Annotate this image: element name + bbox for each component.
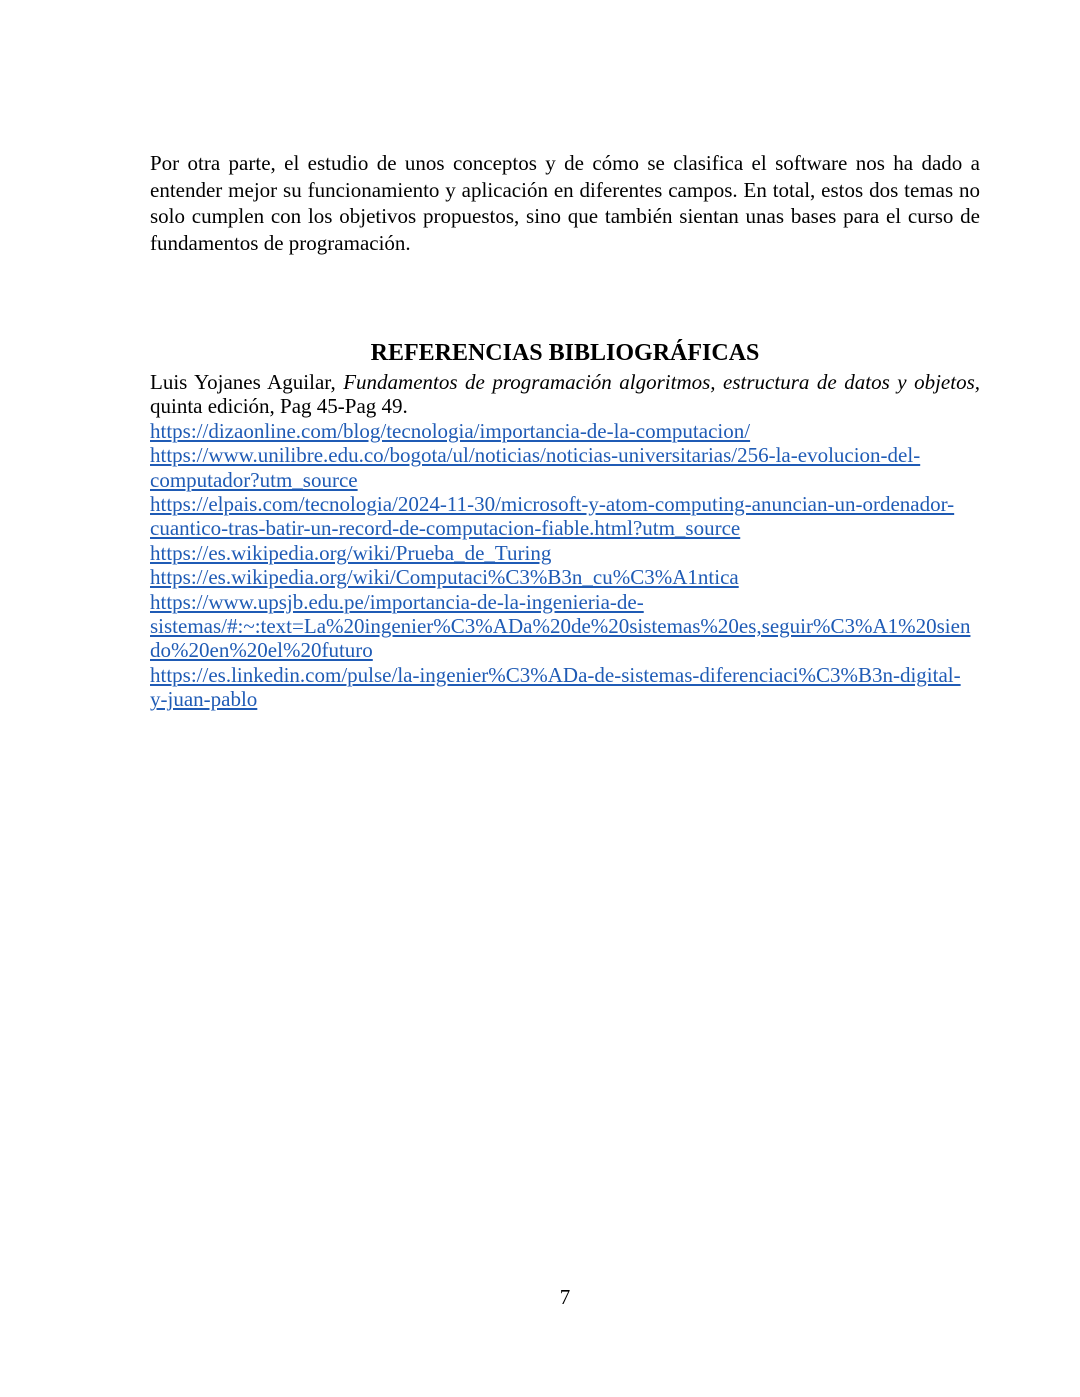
- book-reference: [150, 370, 980, 419]
- reference-link-line: https://elpais.com/tecnologia/2024-11-30/microsoft-y-atom-computing-anuncian-un-ordenador-: [150, 492, 955, 517]
- reference-link-line: https://es.linkedin.com/pulse/la-ingenier%C3%ADa-de-sistemas-diferenciaci%C3%B3n-digital-: [150, 662, 961, 687]
- reference-link[interactable]: [150, 492, 980, 541]
- reference-link-line: https://es.wikipedia.org/wiki/Computaci%C3%B3n_cu%C3%A1ntica: [150, 565, 739, 590]
- reference-link-line: https://es.wikipedia.org/wiki/Prueba_de_Turing: [150, 540, 552, 565]
- book-details: quinta edición, Pag 45-Pag 49.: [150, 394, 408, 419]
- page-content: [150, 150, 980, 712]
- reference-link-line: y-juan-pablo: [150, 687, 258, 712]
- reference-link[interactable]: [150, 443, 980, 492]
- references-heading: REFERENCIAS BIBLIOGRÁFICAS: [370, 340, 760, 366]
- reference-link-line: https://www.upsjb.edu.pe/importancia-de-la-ingenieria-de-: [150, 589, 644, 614]
- reference-links-list: [150, 419, 980, 712]
- reference-link-line: https://dizaonline.com/blog/tecnologia/importancia-de-la-computacion/: [150, 418, 751, 443]
- reference-link[interactable]: [150, 419, 980, 443]
- reference-link-line: computador?utm_source: [150, 467, 358, 492]
- reference-link[interactable]: [150, 663, 980, 712]
- book-title: Fundamentos de programación algoritmos, estructura de datos y objetos,: [343, 370, 981, 394]
- conclusion-paragraph: Por otra parte, el estudio de unos conceptos y de cómo se clasifica el software nos ha dado a entender mejor su funcionamiento y aplicación en diferentes campos. En total, estos dos temas no solo cumplen con los objetivos propuestos, sino que también sientan unas bases para el curso de fundamentos de programación.: [150, 151, 980, 255]
- reference-link[interactable]: [150, 590, 980, 663]
- reference-link[interactable]: [150, 565, 980, 589]
- reference-link-line: https://www.unilibre.edu.co/bogota/ul/noticias/noticias-universitarias/256-la-evolucion-del-: [150, 443, 921, 468]
- reference-link-line: do%20en%20el%20futuro: [150, 638, 373, 663]
- reference-link-line: cuantico-tras-batir-un-record-de-computacion-fiable.html?utm_source: [150, 516, 741, 541]
- page-number: 7: [559, 1285, 571, 1309]
- reference-link-line: sistemas/#:~:text=La%20ingenier%C3%ADa%20de%20sistemas%20es,seguir%C3%A1%20sien: [150, 614, 971, 639]
- reference-link[interactable]: [150, 541, 980, 565]
- book-author: Luis Yojanes Aguilar,: [150, 370, 344, 394]
